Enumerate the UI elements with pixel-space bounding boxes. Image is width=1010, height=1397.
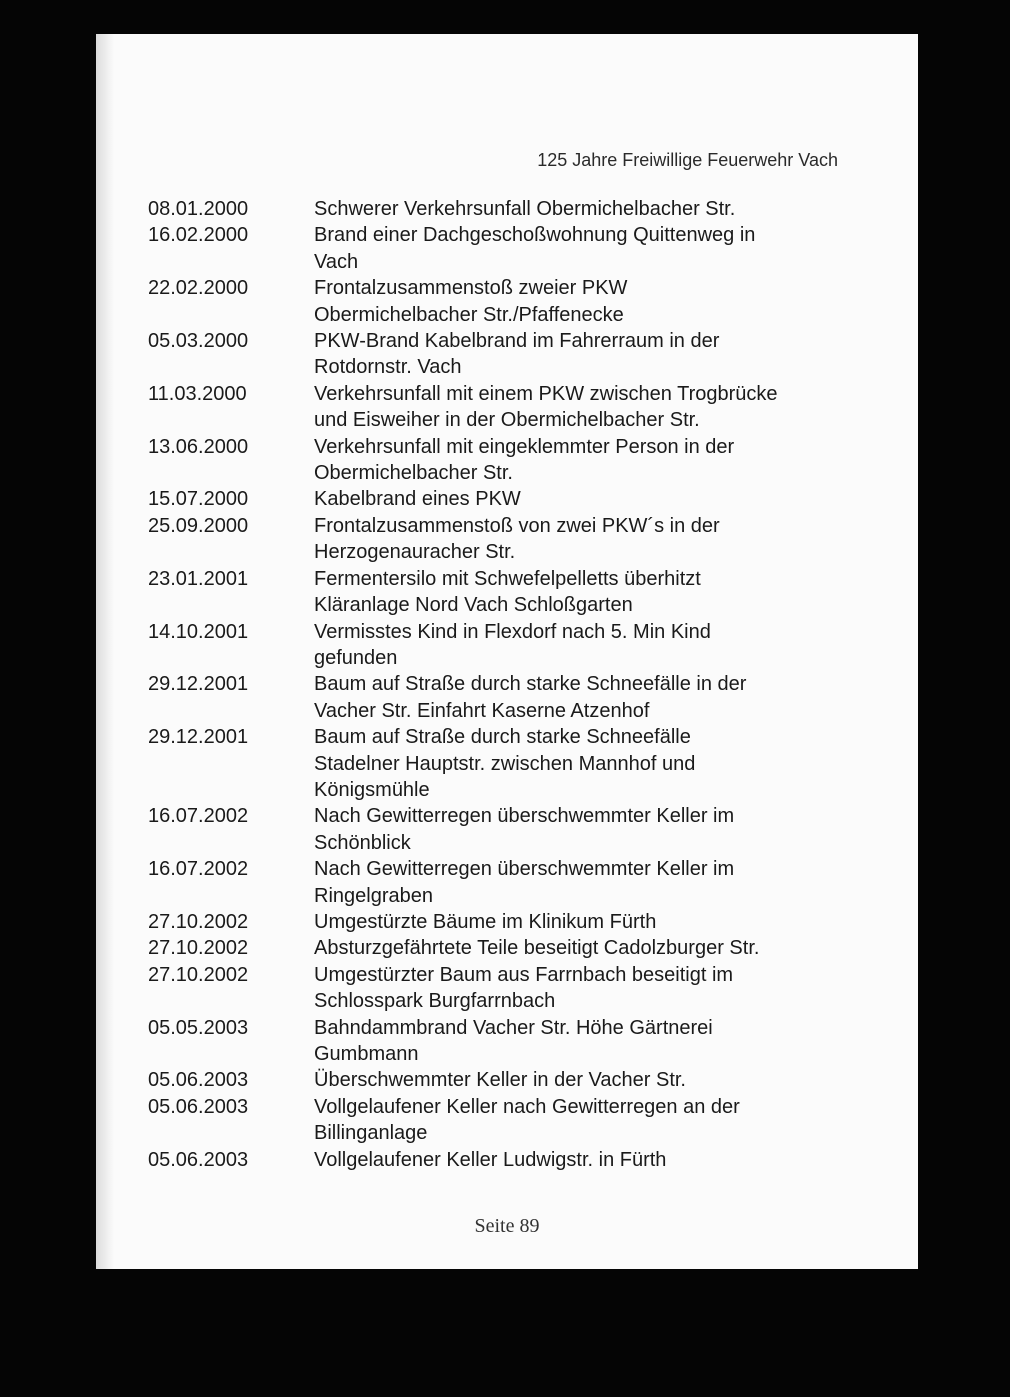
log-entry (148, 486, 868, 512)
log-entry (148, 962, 868, 1015)
log-entry (148, 328, 868, 381)
entry-description (314, 328, 868, 381)
entry-description-line: Verkehrsunfall mit eingeklemmter Person in der (314, 435, 735, 458)
entry-description-line: Frontalzusammenstoß von zwei PKW´s in der (314, 514, 720, 537)
entry-description (314, 1067, 868, 1093)
entry-date: 05.06.2003 (148, 1069, 249, 1092)
entry-description-line: PKW-Brand Kabelbrand im Fahrerraum in der (314, 330, 720, 353)
entry-date: 16.07.2002 (148, 805, 249, 828)
log-entry (148, 671, 868, 724)
entry-description-line: Gumbmann (314, 1043, 419, 1065)
entry-description-line: Nach Gewitterregen überschwemmter Keller im (314, 805, 735, 828)
entry-description (314, 856, 868, 909)
entry-description-line: Frontalzusammenstoß zweier PKW (314, 277, 628, 300)
entry-description (314, 619, 868, 672)
log-entry (148, 803, 868, 856)
log-entry (148, 381, 868, 434)
entry-date: 27.10.2002 (148, 910, 249, 933)
entry-date: 22.02.2000 (148, 277, 249, 300)
entry-description-line: Kläranlage Nord Vach Schloßgarten (314, 594, 633, 617)
entry-description (314, 381, 868, 434)
entry-description-line: Stadelner Hauptstr. zwischen Mannhof und (314, 752, 696, 775)
entry-description (314, 671, 868, 724)
log-entry (148, 566, 868, 619)
log-entry (148, 434, 868, 487)
entry-description-line: Ringelgraben (314, 884, 433, 907)
log-entry (148, 1067, 868, 1093)
entry-date: 29.12.2001 (148, 673, 249, 696)
document-page (96, 34, 918, 1269)
entry-description-line: Baum auf Straße durch starke Schneefälle (314, 726, 691, 749)
log-entry (148, 1015, 868, 1068)
entry-date: 23.01.2001 (148, 567, 249, 590)
log-entry (148, 619, 868, 672)
entry-description-line: Überschwemmter Keller in der Vacher Str. (314, 1069, 686, 1092)
entry-description-line: Absturzgefährtete Teile beseitigt Cadolzburger Str. (314, 937, 760, 960)
entry-description-line: Bahndammbrand Vacher Str. Höhe Gärtnerei (314, 1016, 713, 1039)
entry-description (314, 275, 868, 328)
log-entry (148, 724, 868, 803)
entry-date: 08.01.2000 (148, 198, 249, 220)
entry-description-line: Schwerer Verkehrsunfall Obermichelbacher Str. (314, 198, 736, 220)
log-entry (148, 222, 868, 275)
entry-description-line: Brand einer Dachgeschoßwohnung Quittenweg in (314, 224, 756, 247)
entry-description-line: Herzogenauracher Str. (314, 541, 516, 564)
entry-description-line: und Eisweiher in der Obermichelbacher Str. (314, 409, 700, 432)
entry-description (314, 935, 868, 961)
entry-description-line: Umgestürzter Baum aus Farrnbach beseitigt im (314, 963, 734, 986)
entry-date: 16.07.2002 (148, 858, 249, 881)
entry-description-line: Fermentersilo mit Schwefelpelletts überhitzt (314, 567, 701, 590)
log-entry (148, 1094, 868, 1147)
log-entry (148, 1147, 868, 1173)
entry-description-line: Obermichelbacher Str./Pfaffenecke (314, 303, 624, 326)
entry-description-line: Kabelbrand eines PKW (314, 488, 521, 511)
entry-date: 29.12.2001 (148, 726, 249, 749)
entry-description-line: Obermichelbacher Str. (314, 462, 513, 485)
entry-description-line: Vach (314, 250, 359, 273)
page-number: Seite 89 (474, 1215, 540, 1237)
log-entry (148, 856, 868, 909)
entry-date: 13.06.2000 (148, 435, 249, 458)
entry-description (314, 803, 868, 856)
entry-description (314, 486, 868, 512)
entry-date: 15.07.2000 (148, 488, 249, 511)
entry-description (314, 222, 868, 275)
entry-description (314, 909, 868, 935)
incident-log (148, 196, 868, 1173)
entry-date: 14.10.2001 (148, 620, 249, 643)
entry-date: 05.06.2003 (148, 1095, 249, 1118)
entry-date: 11.03.2000 (148, 382, 247, 405)
entry-date: 05.03.2000 (148, 330, 249, 353)
entry-description (314, 434, 868, 487)
entry-description-line: Schlosspark Burgfarrnbach (314, 990, 556, 1013)
entry-date: 16.02.2000 (148, 224, 249, 247)
entry-description-line: Rotdornstr. Vach (314, 356, 462, 379)
entry-description (314, 196, 868, 222)
entry-date: 27.10.2002 (148, 963, 249, 986)
running-header: 125 Jahre Freiwillige Feuerwehr Vach (537, 150, 838, 170)
entry-date: 05.05.2003 (148, 1016, 249, 1039)
entry-date: 27.10.2002 (148, 937, 249, 960)
entry-description-line: Vacher Str. Einfahrt Kaserne Atzenhof (314, 699, 650, 722)
entry-description-line: gefunden (314, 646, 398, 669)
entry-description (314, 724, 868, 803)
entry-description (314, 962, 868, 1015)
entry-description-line: Baum auf Straße durch starke Schneefälle in der (314, 673, 747, 696)
entry-description-line: Schönblick (314, 831, 411, 854)
entry-description-line: Billinganlage (314, 1122, 428, 1145)
log-entry (148, 513, 868, 566)
entry-description-line: Vollgelaufener Keller nach Gewitterregen an der (314, 1095, 740, 1118)
entry-description (314, 566, 868, 619)
entry-description (314, 513, 868, 566)
log-entry (148, 275, 868, 328)
entry-description (314, 1015, 868, 1068)
log-entry (148, 935, 868, 961)
entry-description (314, 1147, 868, 1173)
entry-description-line: Königsmühle (314, 778, 430, 801)
entry-description-line: Vollgelaufener Keller Ludwigstr. in Fürth (314, 1148, 667, 1171)
entry-description (314, 1094, 868, 1147)
entry-date: 05.06.2003 (148, 1148, 249, 1171)
entry-description-line: Verkehrsunfall mit einem PKW zwischen Trogbrücke (314, 382, 778, 405)
entry-description-line: Vermisstes Kind in Flexdorf nach 5. Min Kind (314, 620, 711, 643)
log-entry (148, 909, 868, 935)
entry-description-line: Nach Gewitterregen überschwemmter Keller im (314, 858, 735, 881)
entry-description-line: Umgestürzte Bäume im Klinikum Fürth (314, 910, 657, 933)
entry-date: 25.09.2000 (148, 514, 249, 537)
log-entry (148, 196, 868, 222)
page-edge-shadow (96, 34, 114, 1269)
